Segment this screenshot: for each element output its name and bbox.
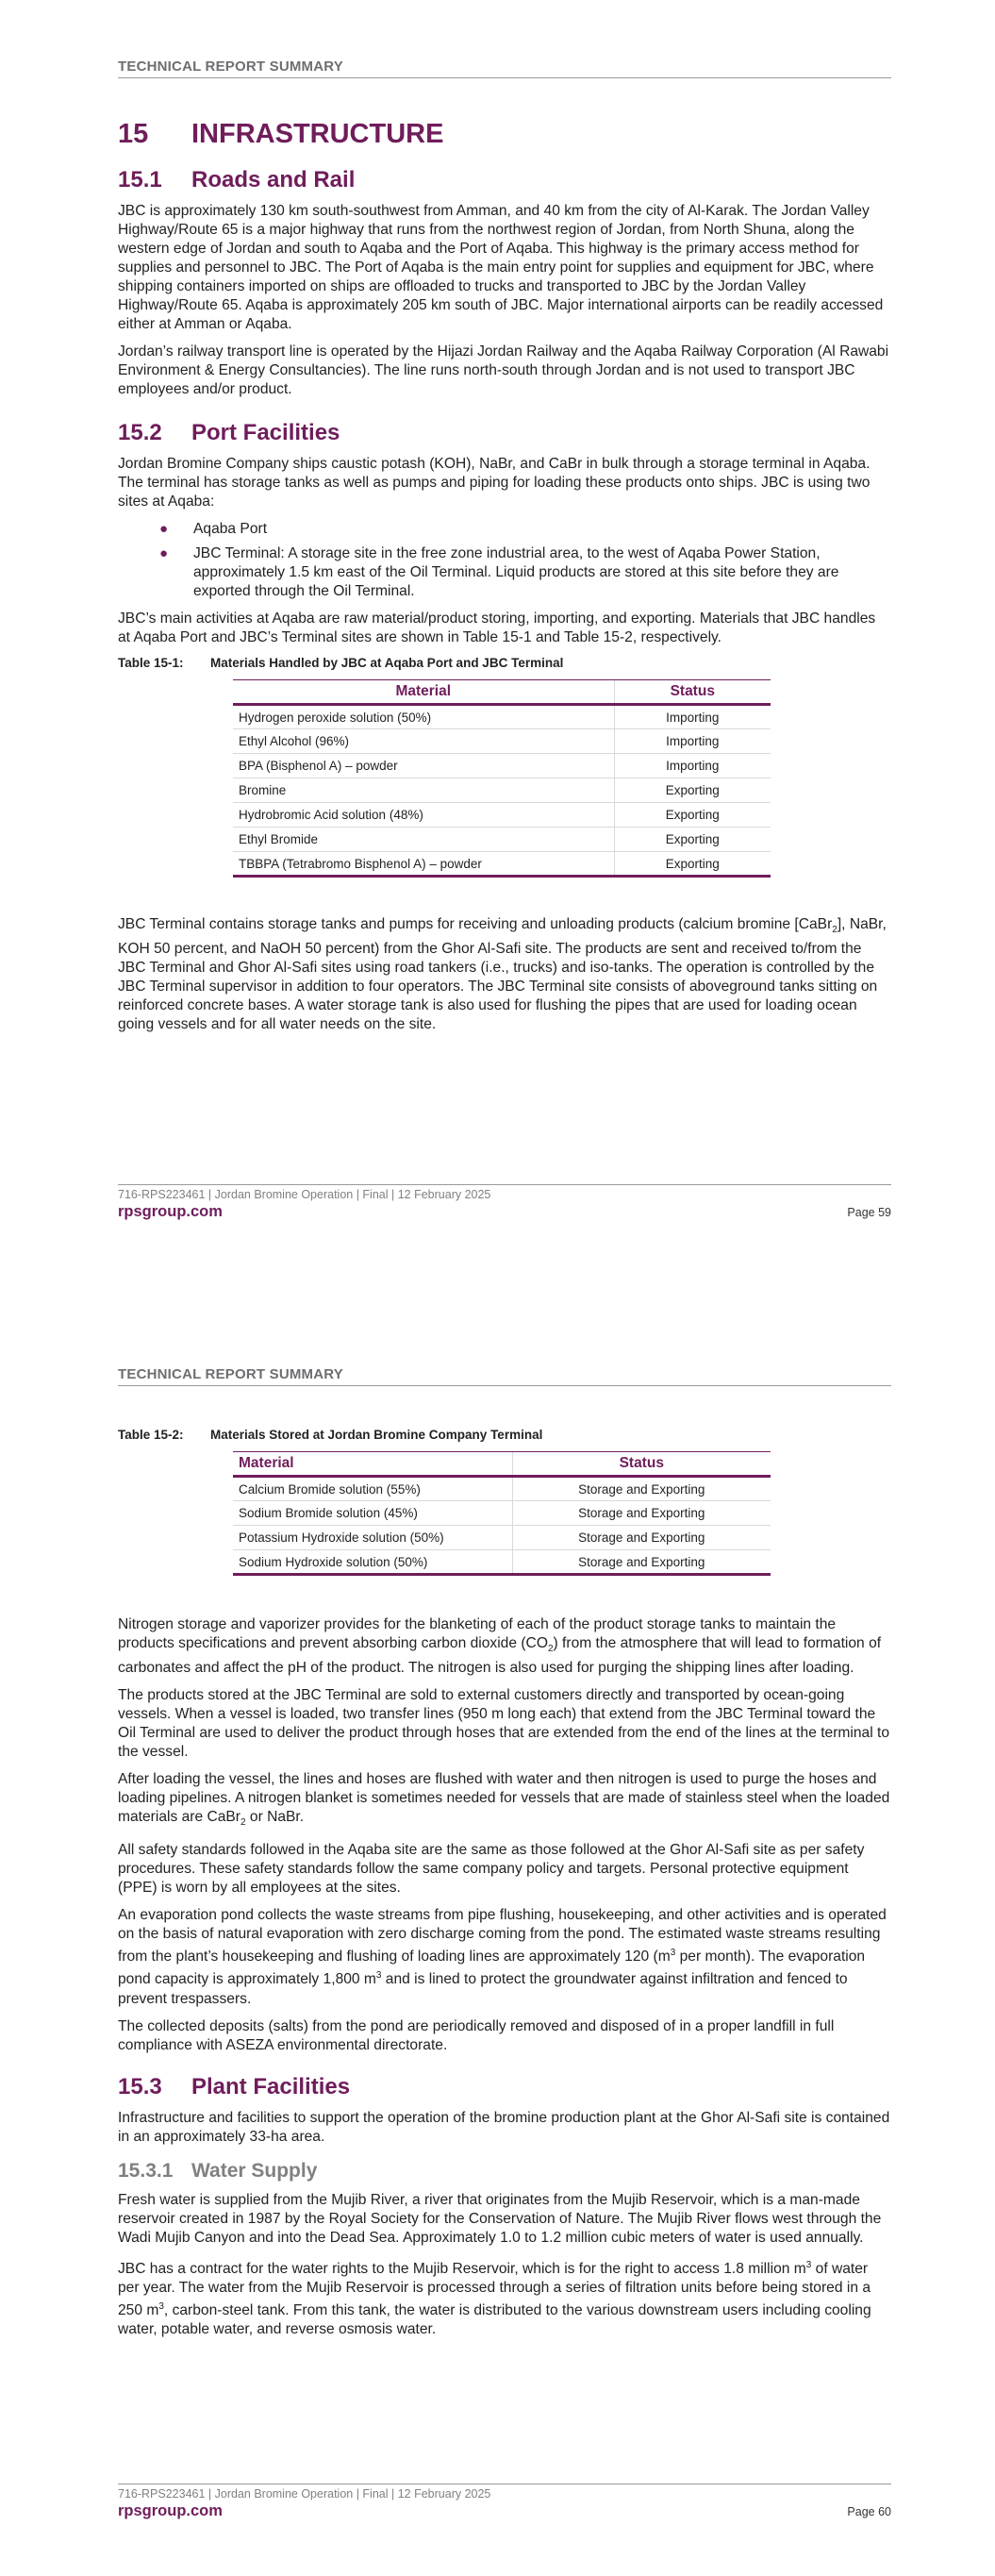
paragraph-safety: All safety standards followed in the Aqaba site are the same as those followed at the Ghor Al-Safi site as per safety procedures. These safety standards follow the same company policy and targets. Personal protective equipment (PPE) is worn by all employees at the sites. xyxy=(118,1842,865,1897)
section-heading xyxy=(118,119,891,150)
page-number: Page 60 xyxy=(847,2505,891,2518)
subsection-heading-plant xyxy=(118,2074,891,2100)
section-number: 15 xyxy=(118,119,149,149)
column-header: Material xyxy=(233,1452,512,1477)
table-cell: BPA (Bisphenol A) – powder xyxy=(233,754,614,778)
table-cell: Importing xyxy=(614,754,771,778)
table-cell: Storage and Exporting xyxy=(512,1501,771,1526)
table-cell: Ethyl Bromide xyxy=(233,828,614,852)
footer-site-link[interactable]: rpsgroup.com xyxy=(118,1203,223,1220)
paragraph-roads: JBC is approximately 130 km south-southwest from Amman, and 40 km from the city of Al-Karak. The Jordan Valley Highway/Route 65 is a major highway that runs from the northwest region of Jordan, from North Shuna, along the western edge of Jordan and south to Aqaba and the Port of Aqaba. This highway is the primary access method for supplies and personnel to JBC. The Port of Aqaba is the main entry point for supplies and equipment for JBC, where shipping containers imported on ships are offloaded to trucks and transported to JBC by the Jordan Valley Highway/Route 65. Aqaba is approximately 205 km south of JBC. Major international airports can be readily accessed either at Amman or Aqaba. xyxy=(118,203,884,332)
page-footer xyxy=(118,1184,891,1221)
paragraph-terminal: JBC Terminal contains storage tanks and pumps for receiving and unloading products (calcium bromine [CaBr$_2$], NaBr, KOH 50 percent, and NaOH 50 percent) from the Ghor Al-Safi site. The products are sent and received to/from the JBC Terminal and Ghor Al-Safi sites using road tankers (i.e., trucks) and iso-tanks. The operation is controlled by the JBC Terminal supervisor in addition to four operators. The JBC Terminal site consists of aboveground tanks sitting on reinforced concrete bases. A water storage tank is also used for flushing the pipes that are used for loading ocean going vessels and for all water needs on the site. xyxy=(118,916,887,1033)
subsubsection-number: 15.3.1 xyxy=(118,2159,174,2182)
paragraph-nitrogen: Nitrogen storage and vaporizer provides for the blanketing of each of the product storage tanks to maintain the products specifications and prevent absorbing carbon dioxide $(CO_2)$ from the atmosphere that will lead to formation of carbonates and affect the pH of the product. The nitrogen is also used for purging the shipping lines after loading. xyxy=(118,1616,882,1677)
table-cell: Sodium Bromide solution (45%) xyxy=(233,1501,512,1526)
page-number: Page 59 xyxy=(847,1206,891,1219)
table-row xyxy=(233,828,771,852)
paragraph-evaporation-pond: An evaporation pond collects the waste streams from pipe flushing, housekeeping, and other activities and is operated on the basis of natural evaporation with zero discharge coming from the pond. The estimated waste streams resulting from the plant’s housekeeping and flushing of loading lines are approximately 120 ($m^3$ per month). The evaporation pond capacity is approximately 1,800 $m^3$ and is lined to protect the groundwater against infiltration and fenced to prevent trespassers. xyxy=(118,1907,887,2007)
materials-stored-table xyxy=(233,1451,771,1576)
table-cell: Storage and Exporting xyxy=(512,1550,771,1575)
subsubsection-title: Water Supply xyxy=(191,2159,318,2182)
running-header: TECHNICAL REPORT SUMMARY xyxy=(118,59,891,78)
table-caption xyxy=(118,656,891,670)
table-row xyxy=(233,1501,771,1526)
table-cell: TBBPA (Tetrabromo Bisphenol A) – powder xyxy=(233,852,614,877)
bullet-list xyxy=(118,520,891,601)
table-cell: Bromine xyxy=(233,778,614,803)
table-number: Table 15-1: xyxy=(118,656,184,670)
subsection-title: Roads and Rail xyxy=(191,167,356,192)
column-header: Material xyxy=(233,680,614,705)
table-row xyxy=(233,705,771,729)
list-item: ● JBC Terminal: A storage site in the free zone industrial area, to the west of Aqaba Power Station, approximately 1.5 km east of the Oil Terminal. Liquid products are stored at this site before they are exported through the Oil Terminal. xyxy=(159,545,839,599)
footer-doc-info: 716-RPS223461 | Jordan Bromine Operation | Final | 12 February 2025 xyxy=(118,1184,891,1201)
subsection-title: Port Facilities xyxy=(191,420,340,445)
table-row xyxy=(233,1526,771,1550)
bullet-icon: ● xyxy=(159,545,169,561)
page-content xyxy=(118,119,891,1043)
table-row xyxy=(233,1550,771,1575)
table-title: Materials Handled by JBC at Aqaba Port and JBC Terminal xyxy=(210,656,564,670)
paragraph-deposits: The collected deposits (salts) from the pond are periodically removed and disposed of in a proper landfill in full compliance with ASEZA environmental directorate. xyxy=(118,2017,835,2053)
subsubsection-heading-water xyxy=(118,2160,891,2183)
page-content xyxy=(118,1420,891,2348)
table-cell: Sodium Hydroxide solution (50%) xyxy=(233,1550,512,1575)
table-row xyxy=(233,729,771,754)
subsection-number: 15.1 xyxy=(118,167,162,192)
table-cell: Exporting xyxy=(614,803,771,828)
table-cell: Importing xyxy=(614,705,771,729)
table-caption xyxy=(118,1428,891,1442)
table-row xyxy=(233,852,771,877)
table-row xyxy=(233,754,771,778)
paragraph-port-intro: Jordan Bromine Company ships caustic potash (KOH), NaBr, and CaBr in bulk through a storage terminal in Aqaba. The terminal has storage tanks as well as pumps and piping for loading these products onto ships. JBC is using two sites at Aqaba: xyxy=(118,456,871,510)
materials-handled-table xyxy=(233,679,771,878)
column-header: Status xyxy=(512,1452,771,1477)
paragraph-products-stored: The products stored at the JBC Terminal are sold to external customers directly and transported by ocean-going vessels. When a vessel is loaded, two transfer lines (950 m long each) that extend from the JBC Terminal toward the Oil Terminal are used to deliver the product through hoses that are extended from the end of the lines at the terminal to the vessel. xyxy=(118,1687,889,1761)
subsection-heading-roads-rail xyxy=(118,167,891,193)
paragraph-plant-facilities: Infrastructure and facilities to support the operation of the bromine production plant at the Ghor Al-Safi site is contained in an approximately 33-ha area. xyxy=(118,2109,890,2145)
table-cell: Calcium Bromide solution (55%) xyxy=(233,1477,512,1501)
table-cell: Storage and Exporting xyxy=(512,1526,771,1550)
table-cell: Ethyl Alcohol (96%) xyxy=(233,729,614,754)
paragraph-railway: Jordan’s railway transport line is operated by the Hijazi Jordan Railway and the Aqaba Railway Corporation (Al Rawabi Environment & Energy Consultancies). The line runs north-south through Jordan and is not used to transport JBC employees and/or product. xyxy=(118,343,889,397)
table-cell: Hydrogen peroxide solution (50%) xyxy=(233,705,614,729)
footer-site-link[interactable]: rpsgroup.com xyxy=(118,2502,223,2519)
page-60 xyxy=(0,1288,995,2576)
table-cell: Storage and Exporting xyxy=(512,1477,771,1501)
subsection-number: 15.3 xyxy=(118,2073,162,2099)
paragraph-fresh-water: Fresh water is supplied from the Mujib River, a river that originates from the Mujib Reservoir, which is a man-made reservoir created in 1987 by the Royal Society for the Conservation of Nature. The Mujib River flows west through the Wadi Mujib Canyon and into the Dead Sea. Approximately 1.0 to 1.2 million cubic meters of water is used annually. xyxy=(118,2191,882,2246)
list-item: ● Aqaba Port xyxy=(159,521,268,537)
bullet-icon: ● xyxy=(159,521,169,537)
table-row xyxy=(233,803,771,828)
column-header: Status xyxy=(614,680,771,705)
table-cell: Exporting xyxy=(614,828,771,852)
table-cell: Potassium Hydroxide solution (50%) xyxy=(233,1526,512,1550)
table-cell: Importing xyxy=(614,729,771,754)
table-header-row xyxy=(233,1452,771,1477)
table-cell: Exporting xyxy=(614,778,771,803)
subsection-title: Plant Facilities xyxy=(191,2073,351,2099)
running-header: TECHNICAL REPORT SUMMARY xyxy=(118,1366,891,1386)
footer-doc-info: 716-RPS223461 | Jordan Bromine Operation | Final | 12 February 2025 xyxy=(118,2484,891,2501)
paragraph-water-rights: JBC has a contract for the water rights to the Mujib Reservoir, which is for the right to access 1.8 million $m^3$ of water per year. The water from the Mujib Reservoir is processed through a series of filtration units before being stored in a 250 $m^3$, carbon-steel tank. From this tank, the water is distributed to the various downstream users including cooling water, potable water, and reverse osmosis water. xyxy=(118,2259,871,2337)
subsection-heading-port xyxy=(118,420,891,446)
table-cell: Exporting xyxy=(614,852,771,877)
table-header-row xyxy=(233,680,771,705)
paragraph-port-activities: JBC’s main activities at Aqaba are raw material/product storing, importing, and exporting. Materials that JBC handles at Aqaba Port and JBC’s Terminal sites are shown in Table 15-1 and Table 15-2, respectively. xyxy=(118,611,876,645)
page-footer xyxy=(118,2484,891,2520)
section-title: INFRASTRUCTURE xyxy=(191,119,444,149)
table-cell: Hydrobromic Acid solution (48%) xyxy=(233,803,614,828)
table-row xyxy=(233,1477,771,1501)
paragraph-after-loading: After loading the vessel, the lines and hoses are flushed with water and then nitrogen is used to purge the hoses and loading pipelines. A nitrogen blanket is sometimes needed for vessels that are made of stainless steel when the loaded materials are CaBr$_2$ or NaBr. xyxy=(118,1771,890,1829)
table-number: Table 15-2: xyxy=(118,1428,184,1442)
table-row xyxy=(233,778,771,803)
subsection-number: 15.2 xyxy=(118,420,162,445)
table-title: Materials Stored at Jordan Bromine Company Terminal xyxy=(210,1428,543,1442)
